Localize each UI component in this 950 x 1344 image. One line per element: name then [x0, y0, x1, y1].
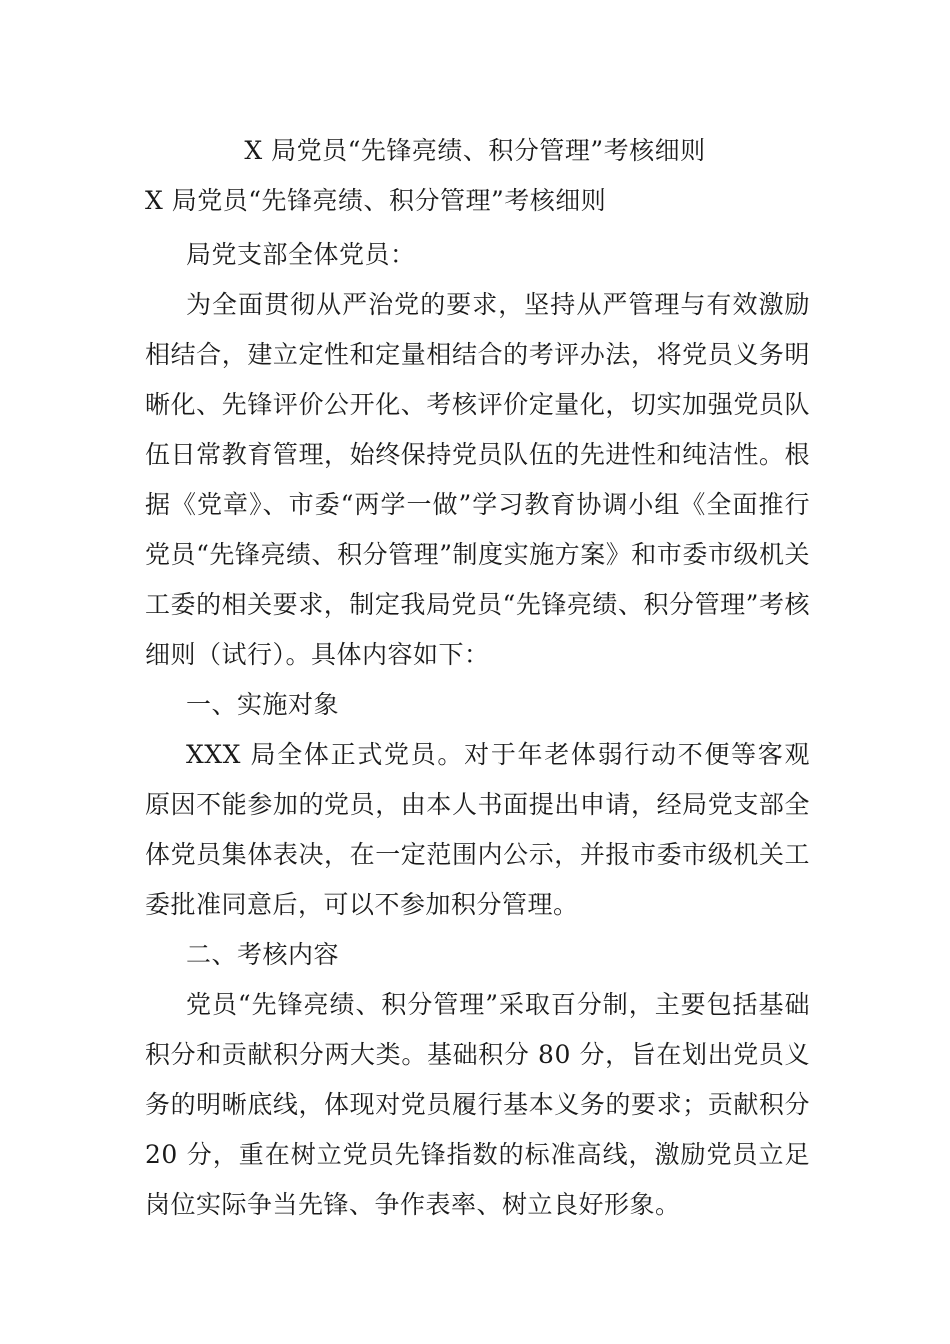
section-heading-1: 一、实施对象	[186, 690, 340, 719]
document-title-repeat: X 局党员“先锋亮绩、积分管理”考核细则	[145, 186, 607, 215]
paragraph-section-2: 党员“先锋亮绩、积分管理”采取百分制，主要包括基础积分和贡献积分两大类。基础积分 80 分，旨在划出党员义务的明晰底线，体现对党员履行基本义务的要求；贡献积分 20 分，重在树立党员先锋指数的标准高线，激励党员立足岗位实际争当先锋、争作表率、树立良好形象。	[145, 990, 810, 1219]
document-title: X 局党员“先锋亮绩、积分管理”考核细则	[244, 136, 706, 165]
paragraph-section-1: XXX 局全体正式党员。对于年老体弱行动不便等客观原因不能参加的党员，由本人书面提出申请，经局党支部全体党员集体表决，在一定范围内公示，并报市委市级机关工委批准同意后，可以不参加积分管理。	[145, 740, 810, 919]
paragraph-intro: 为全面贯彻从严治党的要求，坚持从严管理与有效激励相结合，建立定性和定量相结合的考评办法，将党员义务明晰化、先锋评价公开化、考核评价定量化，切实加强党员队伍日常教育管理，始终保持党员队伍的先进性和纯洁性。根据《党章》、市委“两学一做”学习教育协调小组《全面推行党员“先锋亮绩、积分管理”制度实施方案》和市委市级机关工委的相关要求，制定我局党员“先锋亮绩、积分管理”考核细则（试行）。具体内容如下：	[145, 290, 810, 669]
section-heading-2: 二、考核内容	[186, 940, 340, 969]
salutation: 局党支部全体党员：	[186, 240, 416, 269]
document-body	[145, 230, 810, 1230]
